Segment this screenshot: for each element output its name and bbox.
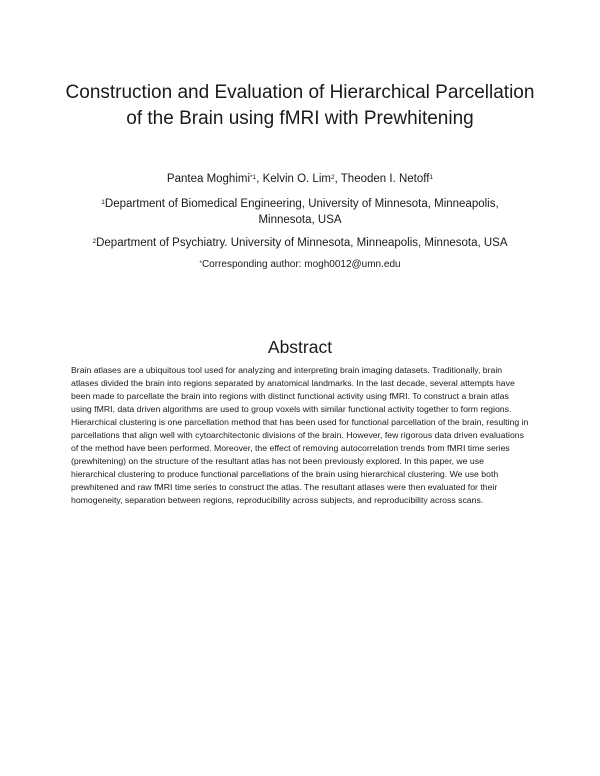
corresponding-author-text: Corresponding author: mogh0012@umn.edu [201, 259, 401, 270]
paper-title: Construction and Evaluation of Hierarchical Parcellation of the Brain using fMRI with Prewhitening [65, 82, 535, 129]
affiliation-text: Department of Psychiatry. University of Minnesota, Minneapolis, Minnesota, USA [96, 237, 508, 249]
affiliation-1 [80, 196, 520, 228]
author-name: Theoden I. Netoff [340, 173, 430, 185]
author-list [60, 171, 540, 187]
author-name: Pantea Moghimi [166, 173, 251, 185]
corresponding-author [60, 258, 540, 272]
author-separator: , [334, 173, 341, 185]
author-superscript: 2 [330, 174, 335, 181]
affiliation-text: Department of Biomedical Engineering, University of Minnesota, Minneapolis, Minnesota, USA [104, 198, 499, 226]
abstract-heading: Abstract [267, 337, 333, 357]
affiliation-superscript: 2 [92, 238, 97, 245]
abstract-body: Brain atlases are a ubiquitous tool used for analyzing and interpreting brain imaging datasets. Traditionally, brain atlases divided the brain into regions separated by anatomical landmarks. In the last decade, several attempts have been made to parcellate the brain into regions with distinct functional activity using fMRI. To construct a brain atlas using fMRI, data driven algorithms are used to group voxels with similar functional activity together to form regions. Hierarchical clustering is one parcellation method that has been used for functional parcellation of the brain, resulting in parcellations that align well with cytoarchitectonic divisions of the brain. However, few rigorous data driven evaluations of the method have been performed. Moreover, the effect of removing autocorrelation trends from fMRI time series (prewhitening) on the structure of the resultant atlas has not been previously explored. In this paper, we use hierarchical clustering to produce functional parcellations of the brain using hierarchical clustering. We use both prewhitened and raw fMRI time series to construct the atlas. The resultant atlases were then evaluated for their homogeneity, separation between regions, reproducibility across subjects, and reproducibility across scans. [71, 365, 529, 506]
affiliation-superscript: 1 [101, 199, 105, 206]
corresponding-superscript: * [199, 260, 202, 267]
author-superscript: 1 [429, 174, 434, 181]
author-separator: , [256, 173, 263, 185]
author-name: Kelvin O. Lim [262, 173, 331, 185]
author-superscript: *1 [250, 174, 257, 181]
affiliation-2 [80, 235, 520, 251]
